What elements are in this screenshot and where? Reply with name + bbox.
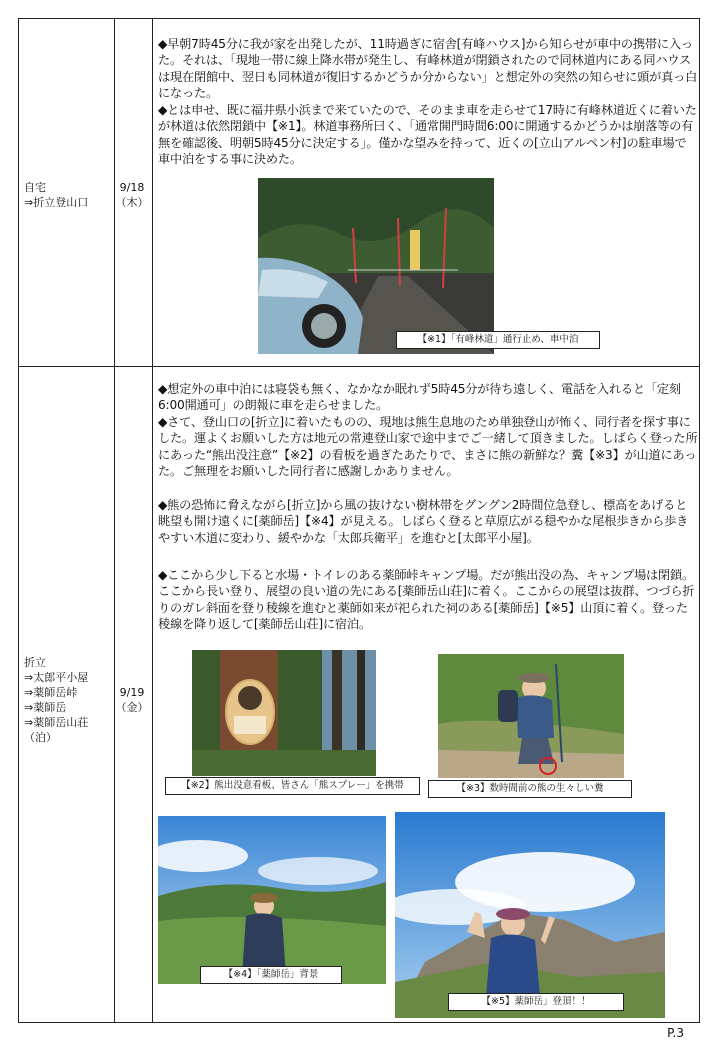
row-divider (18, 366, 700, 367)
column-divider (152, 18, 153, 1023)
photo-road-closure (258, 178, 494, 354)
photo-bear-sign (192, 650, 376, 776)
photo-caption: 【※2】熊出没意看板、皆さん「熊スプレー」を携帯 (165, 777, 420, 795)
date-cell: 9/19 （金） (115, 686, 149, 714)
photo-caption: 【※1】「有峰林道」通行止め、車中泊 (396, 331, 600, 349)
column-divider (114, 18, 115, 1023)
photo-summit (395, 812, 665, 1018)
date-cell: 9/18 （木） (115, 181, 149, 209)
place-cell: 折立 ⇒太郎平小屋 ⇒薬師岳峠 ⇒薬師岳 ⇒薬師岳山荘 （泊） (24, 656, 89, 744)
text-paragraph: ◆早朝7時45分に我が家を出発したが、11時過ぎに宿舎[有峰ハウス]から知らせが車中の携帯に入った。それは、「現地一帯に線上降水帯が発生し、有峰林道が閉鎖されたので同林道内にある同ハウスは現在閉館中、翌日も同林道が復旧するかどうか分からない」と想定外の突然の知らせに頭が真っ白になった。 (158, 37, 698, 101)
text-paragraph: ◆熊の恐怖に脅えながら[折立]から風の抜けない樹林帯をグングン2時間位急登し、標高をあげると眺望も開け遠くに[薬師岳]【※4】が見える。しばらく登ると草原広がる穏やかな尾根歩きから歩きやすい木道に変わり、緩やかな「太郎兵衛平」を進むと[太郎平小屋]。 (158, 498, 689, 545)
place-cell: 自宅 ⇒折立登山口 (24, 181, 89, 209)
text-paragraph: ◆想定外の車中泊には寝袋も無く、なかなか眠れず5時45分が待ち遠しく、電話を入れると「定刻6:00開通可」の朗報に車を走らせました。 (158, 382, 681, 413)
photo-caption: 【※4】「薬師岳」背景 (200, 966, 342, 984)
text-paragraph: ◆さて、登山口の[折立]に着いたものの、現地は熊生息地のため単独登山が怖く、同行者を探す事にした。運よくお願いした方は地元の常連登山家で途中までご一緒して頂きました。しばらく登った所にあった“熊出没注意”【※2】の看板を過ぎたあたりで、まさに熊の新鮮な？糞【※3】が山道にあった。ご無理をお願いした同行者に感謝しかありません。 (158, 415, 698, 479)
photo-caption: 【※3】数時間前の熊の生々しい糞 (428, 780, 632, 798)
text-paragraph: ◆とは申せ、既に福井県小浜まで来ていたので、そのまま車を走らせて17時に有峰林道近くに着いたが林道は依然閉鎖中【※1】。林道事務所曰く、「通常開門時間6:00に開通するかどうかは崩落等の有無を確認後、明朝5時45分に決定する」。僅かな望みを持って、近くの[立山アルペン村]の駐車場で車中泊をする事に決めた。 (158, 103, 697, 167)
text-paragraph: ◆ここから少し下ると水場・トイレのある薬師峠キャンプ場。だが熊出没の為、キャンプ場は閉鎖。ここから長い登り、展望の良い道の先にある[薬師岳山荘]に着く。ここからの展望は抜群、つづら折りのガレ斜面を登り稜線を進むと薬師如来が祀られた祠のある[薬師岳]【※5】山頂に着く。登った稜線を降り返して[薬師岳山荘]に宿泊。 (158, 568, 695, 632)
page-number: P.3 (667, 1026, 684, 1040)
photo-bear-dropping (438, 654, 624, 778)
photo-caption: 【※5】薬師岳」登頂！！ (448, 993, 624, 1011)
photo-yakushidake-view (158, 816, 386, 984)
